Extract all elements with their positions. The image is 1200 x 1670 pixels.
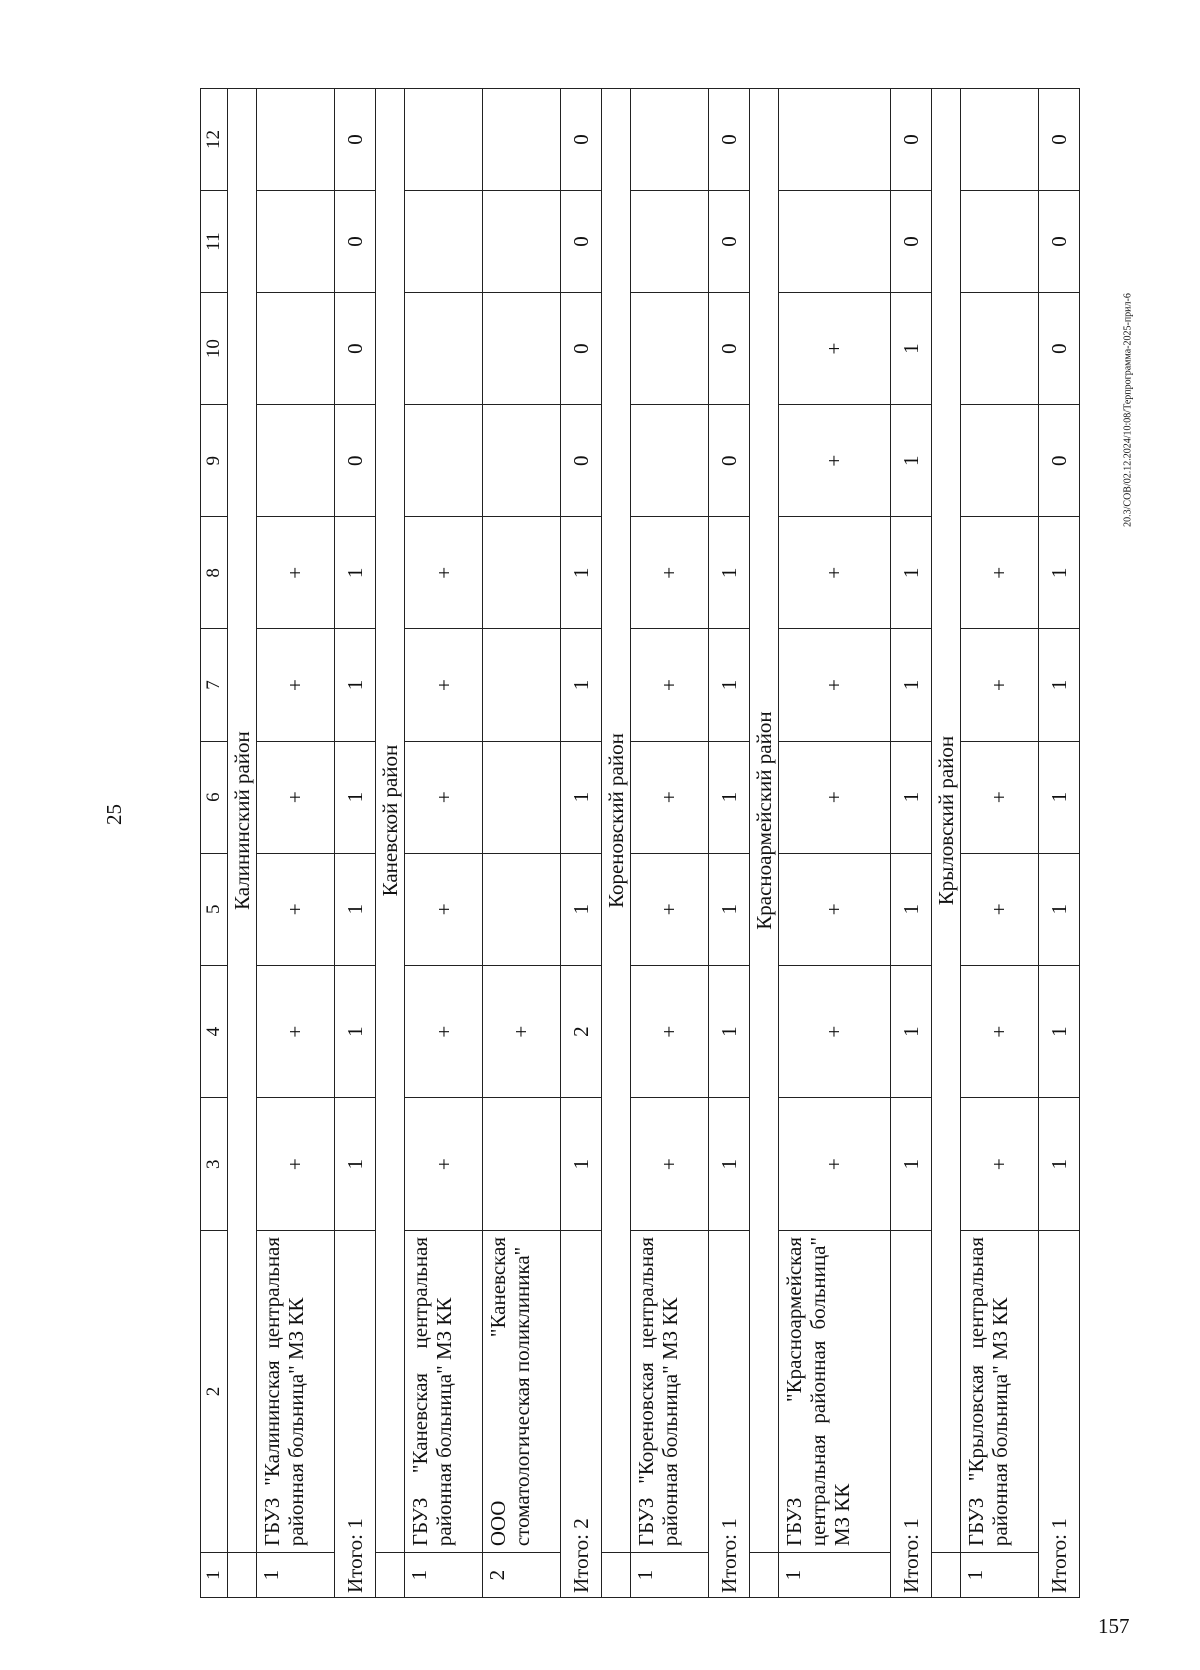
value-cell-col-10 — [483, 293, 561, 405]
row-number: 1 — [779, 1553, 891, 1598]
value-cell-col-6: + — [779, 741, 891, 853]
total-cell-col-6: 1 — [334, 741, 375, 853]
value-cell-col-4: + — [405, 965, 483, 1098]
total-row — [1038, 89, 1079, 1598]
district-name: Крыловский район — [931, 89, 960, 1553]
total-cell-col-8: 1 — [334, 517, 375, 629]
row-number: 2 — [483, 1553, 561, 1598]
total-cell-col-9: 0 — [708, 405, 749, 517]
total-cell-col-8: 1 — [560, 517, 601, 629]
value-cell-col-6: + — [961, 741, 1039, 853]
total-cell-col-6: 1 — [890, 741, 931, 853]
value-cell-col-3 — [483, 1098, 561, 1231]
header-cell-3: 3 — [201, 1098, 228, 1231]
total-cell-col-5: 1 — [708, 853, 749, 965]
institution-name: ГБУЗ "Кореновская центральная районная больница" МЗ КК — [631, 1230, 709, 1552]
total-cell-col-7: 1 — [560, 629, 601, 741]
total-cell-col-12: 0 — [708, 89, 749, 191]
value-cell-col-7 — [483, 629, 561, 741]
value-cell-col-7: + — [961, 629, 1039, 741]
total-cell-col-5: 1 — [334, 853, 375, 965]
total-label: Итого: 1 — [1038, 1230, 1079, 1597]
value-cell-col-11 — [961, 191, 1039, 293]
header-cell-10: 10 — [201, 293, 228, 405]
total-cell-col-11: 0 — [708, 191, 749, 293]
total-cell-col-8: 1 — [1038, 517, 1079, 629]
total-cell-col-10: 1 — [890, 293, 931, 405]
header-cell-4: 4 — [201, 965, 228, 1098]
value-cell-col-9: + — [779, 405, 891, 517]
total-label: Итого: 1 — [890, 1230, 931, 1597]
total-cell-col-4: 1 — [334, 965, 375, 1098]
total-cell-col-5: 1 — [1038, 853, 1079, 965]
value-cell-col-10 — [257, 293, 335, 405]
table-row — [483, 89, 561, 1598]
value-cell-col-9 — [961, 405, 1039, 517]
district-name: Каневской район — [376, 89, 405, 1553]
value-cell-col-9 — [257, 405, 335, 517]
total-cell-col-12: 0 — [560, 89, 601, 191]
total-cell-col-5: 1 — [890, 853, 931, 965]
value-cell-col-10 — [405, 293, 483, 405]
total-label: Итого: 1 — [334, 1230, 375, 1597]
total-cell-col-7: 1 — [1038, 629, 1079, 741]
value-cell-col-5: + — [961, 853, 1039, 965]
value-cell-col-6: + — [631, 741, 709, 853]
value-cell-col-4: + — [779, 965, 891, 1098]
value-cell-col-5 — [483, 853, 561, 965]
total-cell-col-5: 1 — [560, 853, 601, 965]
row-number: 1 — [257, 1553, 335, 1598]
institution-name: ГБУЗ "Калининская центральная районная больница" МЗ КК — [257, 1230, 335, 1552]
total-cell-col-9: 0 — [560, 405, 601, 517]
total-cell-col-3: 1 — [560, 1098, 601, 1231]
total-cell-col-8: 1 — [890, 517, 931, 629]
value-cell-col-8: + — [405, 517, 483, 629]
district-name: Красноармейский район — [749, 89, 778, 1553]
value-cell-col-10 — [631, 293, 709, 405]
header-cell-2: 2 — [201, 1230, 228, 1552]
value-cell-col-10: + — [779, 293, 891, 405]
value-cell-col-12 — [631, 89, 709, 191]
value-cell-col-6: + — [405, 741, 483, 853]
district-name: Кореновский район — [601, 89, 630, 1553]
value-cell-col-11 — [631, 191, 709, 293]
total-cell-col-4: 2 — [560, 965, 601, 1098]
sheet-number: 157 — [1098, 1614, 1130, 1638]
header-cell-5: 5 — [201, 853, 228, 965]
header-cell-7: 7 — [201, 629, 228, 741]
value-cell-col-10 — [961, 293, 1039, 405]
value-cell-col-11 — [257, 191, 335, 293]
total-row — [708, 89, 749, 1598]
total-cell-col-9: 1 — [890, 405, 931, 517]
total-cell-col-6: 1 — [560, 741, 601, 853]
value-cell-col-5: + — [631, 853, 709, 965]
row-number: 1 — [631, 1553, 709, 1598]
total-label: Итого: 2 — [560, 1230, 601, 1597]
district-row — [228, 89, 257, 1598]
district-row — [749, 89, 778, 1598]
header-cell-1: 1 — [201, 1553, 228, 1598]
total-cell-col-11: 0 — [1038, 191, 1079, 293]
institution-name: ГБУЗ "Красноармейская центральная районная больница" МЗ КК — [779, 1230, 891, 1552]
total-label: Итого: 1 — [708, 1230, 749, 1597]
district-spacer — [931, 1553, 960, 1598]
value-cell-col-6 — [483, 741, 561, 853]
header-cell-6: 6 — [201, 741, 228, 853]
total-cell-col-3: 1 — [334, 1098, 375, 1231]
value-cell-col-12 — [779, 89, 891, 191]
district-row — [931, 89, 960, 1598]
value-cell-col-12 — [405, 89, 483, 191]
value-cell-col-7: + — [779, 629, 891, 741]
value-cell-col-3: + — [961, 1098, 1039, 1231]
district-spacer — [376, 1553, 405, 1598]
table-row — [631, 89, 709, 1598]
table-container — [200, 88, 1080, 1598]
value-cell-col-5: + — [779, 853, 891, 965]
value-cell-col-12 — [257, 89, 335, 191]
total-cell-col-7: 1 — [334, 629, 375, 741]
value-cell-col-7: + — [405, 629, 483, 741]
total-row — [890, 89, 931, 1598]
value-cell-col-7: + — [631, 629, 709, 741]
value-cell-col-3: + — [631, 1098, 709, 1231]
total-cell-col-4: 1 — [708, 965, 749, 1098]
value-cell-col-4: + — [257, 965, 335, 1098]
page-number: 25 — [102, 804, 126, 825]
total-cell-col-10: 0 — [560, 293, 601, 405]
table-row — [779, 89, 891, 1598]
table-row — [961, 89, 1039, 1598]
value-cell-col-5: + — [257, 853, 335, 965]
total-cell-col-11: 0 — [890, 191, 931, 293]
total-row — [560, 89, 601, 1598]
total-cell-col-10: 0 — [334, 293, 375, 405]
value-cell-col-8 — [483, 517, 561, 629]
value-cell-col-3: + — [405, 1098, 483, 1231]
value-cell-col-11 — [779, 191, 891, 293]
value-cell-col-6: + — [257, 741, 335, 853]
value-cell-col-12 — [483, 89, 561, 191]
total-cell-col-3: 1 — [890, 1098, 931, 1231]
row-number: 1 — [961, 1553, 1039, 1598]
value-cell-col-8: + — [631, 517, 709, 629]
total-cell-col-4: 1 — [1038, 965, 1079, 1098]
district-row — [376, 89, 405, 1598]
institution-name: ГБУЗ "Крыловская центральная районная больница" МЗ КК — [961, 1230, 1039, 1552]
total-cell-col-6: 1 — [1038, 741, 1079, 853]
total-cell-col-12: 0 — [890, 89, 931, 191]
district-spacer — [228, 1553, 257, 1598]
table-row — [257, 89, 335, 1598]
value-cell-col-4: + — [631, 965, 709, 1098]
total-cell-col-10: 0 — [708, 293, 749, 405]
header-cell-12: 12 — [201, 89, 228, 191]
district-name: Калининский район — [228, 89, 257, 1553]
value-cell-col-8: + — [779, 517, 891, 629]
total-cell-col-6: 1 — [708, 741, 749, 853]
total-cell-col-4: 1 — [890, 965, 931, 1098]
value-cell-col-9 — [631, 405, 709, 517]
value-cell-col-5: + — [405, 853, 483, 965]
total-cell-col-10: 0 — [1038, 293, 1079, 405]
value-cell-col-4: + — [483, 965, 561, 1098]
value-cell-col-8: + — [961, 517, 1039, 629]
total-cell-col-3: 1 — [708, 1098, 749, 1231]
header-cell-11: 11 — [201, 191, 228, 293]
header-cell-9: 9 — [201, 405, 228, 517]
table-row — [405, 89, 483, 1598]
district-spacer — [749, 1553, 778, 1598]
total-cell-col-12: 0 — [1038, 89, 1079, 191]
total-cell-col-12: 0 — [334, 89, 375, 191]
value-cell-col-9 — [483, 405, 561, 517]
value-cell-col-3: + — [257, 1098, 335, 1231]
value-cell-col-7: + — [257, 629, 335, 741]
value-cell-col-12 — [961, 89, 1039, 191]
total-cell-col-7: 1 — [708, 629, 749, 741]
row-number: 1 — [405, 1553, 483, 1598]
total-cell-col-8: 1 — [708, 517, 749, 629]
total-cell-col-11: 0 — [334, 191, 375, 293]
header-row — [201, 89, 228, 1598]
total-row — [334, 89, 375, 1598]
header-cell-8: 8 — [201, 517, 228, 629]
total-cell-col-11: 0 — [560, 191, 601, 293]
institution-name: ООО "Каневская стоматологическая поликлиника" — [483, 1230, 561, 1552]
value-cell-col-4: + — [961, 965, 1039, 1098]
value-cell-col-8: + — [257, 517, 335, 629]
district-row — [601, 89, 630, 1598]
total-cell-col-9: 0 — [1038, 405, 1079, 517]
value-cell-col-9 — [405, 405, 483, 517]
value-cell-col-11 — [405, 191, 483, 293]
total-cell-col-3: 1 — [1038, 1098, 1079, 1231]
value-cell-col-3: + — [779, 1098, 891, 1231]
institution-name: ГБУЗ "Каневская центральная районная больница" МЗ КК — [405, 1230, 483, 1552]
total-cell-col-7: 1 — [890, 629, 931, 741]
footer-stamp: 20.3/СОВ/02.12.2024/10:08/Терпрограмма-2025-прил-6 — [1122, 293, 1134, 527]
value-cell-col-11 — [483, 191, 561, 293]
total-cell-col-9: 0 — [334, 405, 375, 517]
data-table — [200, 88, 1080, 1598]
district-spacer — [601, 1553, 630, 1598]
